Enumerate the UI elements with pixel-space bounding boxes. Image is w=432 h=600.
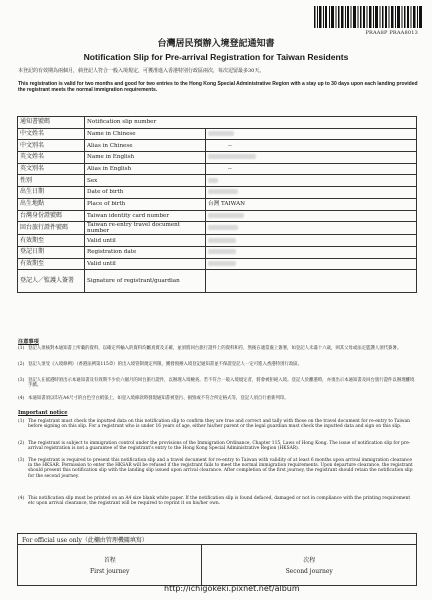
field-row	[18, 198, 417, 210]
second-journey-box	[202, 545, 417, 586]
field-label-zh: 有效期至	[18, 258, 85, 270]
form-code: PRAA8P PRAA8013	[365, 30, 418, 36]
note-zh: (4) 本通知書須以印在A4尺寸的白色空白紙張上，如登入境條款時發現通知書被塗污、損毀或不符合所定格式等，登記人須自行重新列印。	[18, 396, 289, 401]
first-journey-box	[18, 545, 202, 586]
field-row	[18, 152, 417, 164]
field-value-redacted	[206, 128, 417, 140]
intro-chinese: 本登記的有效期為兩個月，倘登記人符合一般入境規定，可獲准進入香港特別行政區兩次，每次逗留最多30天。	[18, 68, 265, 74]
field-label-en: Notification slip number	[85, 117, 417, 129]
notes-heading-en: Important notice	[18, 410, 68, 416]
field-value: --	[206, 163, 417, 175]
field-label-zh: 有效期至	[18, 235, 85, 247]
signature-label-en: Signature of registrant/guardian	[85, 270, 206, 293]
note-zh: (3) 登記人在抵港時須出示本通知書及有效期不少於六個月的回台旅行證件，以辦理入境檢查。若不符合一般入境規定者，將會被拒絕入境。登記人於離港時，亦須出示本通知書及回台旅行證件以辦理離境手續。	[18, 378, 415, 389]
field-label-zh: 出生日期	[18, 187, 85, 199]
note-zh: (1) 登記人須核對本通知書上所載的資料，以確定所輸入的資料均屬真實及正確，並須將回台旅行證件上的資料和符，然後在適當處上簽署，如登記人未滿十六歲，則其父母或法定監護人須代簽署。	[18, 346, 402, 351]
barcode	[314, 6, 424, 28]
field-label-en: Sex	[85, 175, 206, 187]
title-english: Notification Slip for Pre-arrival Registration for Taiwan Residents	[83, 52, 349, 62]
note-zh: (2) 登記人須受《入境條例》（香港法例第115章）的出入境管制規定所限，獲發預辦入境登記通知書並不保證登記人一定可進入香港特別行政區。	[18, 362, 303, 367]
field-value-redacted	[206, 175, 417, 187]
note-en: (4) This notification slip must be printed on an A4 size blank white paper. If the notification slip is found defaced, damaged or not in compliance with the printing requirement etc upon arrival clearance, the registrant will be required to reprint it on his/her own.	[18, 496, 411, 507]
field-row	[18, 175, 417, 187]
field-label-zh: 性別	[18, 175, 85, 187]
notes-heading-zh: 注意事項	[18, 339, 39, 345]
field-label-zh: 登記日期	[18, 246, 85, 258]
field-row	[18, 235, 417, 247]
field-label-zh: 中文別名	[18, 140, 85, 152]
signature-box	[206, 270, 417, 293]
field-label-en: Name in Chinese	[85, 128, 206, 140]
field-label-en: Date of birth	[85, 187, 206, 199]
field-row	[18, 246, 417, 258]
field-row	[18, 187, 417, 199]
title-chinese: 台灣居民預辦入境登記通知書	[157, 39, 275, 49]
second-journey-en: Second journey	[285, 568, 333, 575]
field-label-zh: 中文姓名	[18, 128, 85, 140]
field-label-zh: 回台旅行證件號碼	[18, 222, 85, 235]
field-label-en: Place of birth	[85, 198, 206, 210]
field-label-en: Valid until	[85, 235, 206, 247]
field-value-redacted	[206, 246, 417, 258]
field-label-zh: 英文姓名	[18, 152, 85, 164]
field-row	[18, 140, 417, 152]
intro-english: This registration is valid for two months and good for two entries to the Hong Kong Special Administrative Region with a stay up to 30 days upon each landing provided the registrant meets the normal immigration requirements.	[18, 81, 418, 93]
signature-row	[18, 270, 417, 293]
field-value-redacted	[206, 258, 417, 270]
field-row	[18, 117, 417, 129]
official-use-heading: For official use only（此欄由管理機關填寫）	[18, 534, 417, 545]
note-en: (2) The registrant is subject to immigration control under the provisions of the Immigration Ordinance, Chapter 115, Laws of Hong Kong. The issue of notification slip for pre-arrival registration is not a guarantee of the registrant's entry to the Hong Kong Special Administrative Region (HKSAR).	[18, 441, 411, 452]
field-label-zh: 台灣身份證號碼	[18, 210, 85, 222]
field-label-en: Alias in English	[85, 163, 206, 175]
registration-details-table	[17, 116, 417, 293]
field-label-zh: 英文別名	[18, 163, 85, 175]
field-label-en: Valid until	[85, 258, 206, 270]
first-journey-zh: 首程	[103, 557, 116, 564]
field-value-redacted	[206, 235, 417, 247]
field-label-zh: 通知書號碼	[18, 117, 85, 129]
field-value-redacted	[206, 222, 417, 235]
field-label-en: Name in English	[85, 152, 206, 164]
field-label-en: Alias in Chinese	[85, 140, 206, 152]
field-value-redacted	[206, 152, 417, 164]
note-en: (3) The registrant is required to present this notification slip and a travel document for re-entry to Taiwan with validity of at least 6 months upon arrival immigration clearance in the HKSAR. Permission to enter the HKSAR will be refused if the registrant fails to meet the normal immigration requirements. Upon departure clearance, the registrant should present this notification slip with the landing slip issued upon arrival clearance. After completion of the first journey, the registrant should retain the notification slip for the second journey.	[18, 458, 413, 479]
field-row	[18, 210, 417, 222]
field-value-redacted	[206, 210, 417, 222]
field-value: 台灣 TAIWAN	[206, 198, 417, 210]
watermark-url: http://ichigokeki.pixnet.net/album	[164, 584, 300, 593]
official-use-table	[17, 533, 417, 586]
field-label-en: Registration date	[85, 246, 206, 258]
second-journey-zh: 次程	[303, 557, 316, 564]
field-label-zh: 出生地點	[18, 198, 85, 210]
field-value-redacted	[206, 187, 417, 199]
note-en: (1) The registrant must check the inputted data on this notification slip to confirm they are true and correct and tally with those on the travel document for re-entry to Taiwan before signing on this slip. For a registrant who is under 16 years of age, either his/her parent or the legal guardian must check the inputted data and sign on this slip.	[18, 419, 410, 430]
field-label-en: Taiwan re-entry travel document number	[85, 222, 206, 235]
field-row	[18, 128, 417, 140]
field-label-en: Taiwan identity card number	[85, 210, 206, 222]
signature-label-zh: 登記人／監護人簽署	[18, 270, 85, 293]
field-value: --	[206, 140, 417, 152]
first-journey-en: First journey	[90, 568, 130, 575]
field-row	[18, 258, 417, 270]
field-row	[18, 163, 417, 175]
field-row	[18, 222, 417, 235]
